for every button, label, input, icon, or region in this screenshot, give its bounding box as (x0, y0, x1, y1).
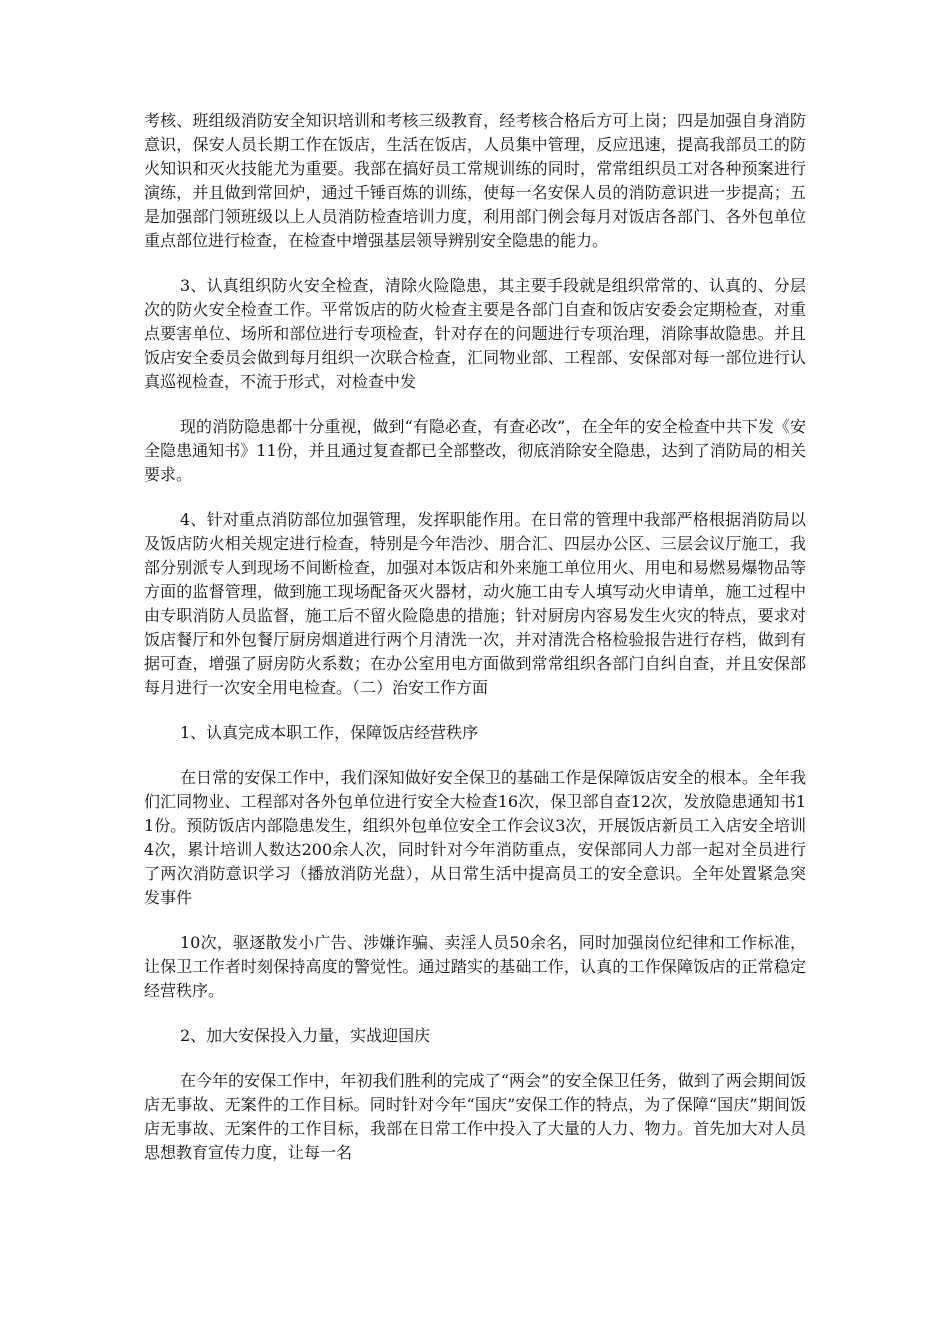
document-page (144, 109, 806, 1186)
paragraph-hazard-notices: 现的消防隐患都十分重视，做到“有隐必查，有查必改”，在全年的安全检查中共下发《安全隐患通知书》11份，并且通过复查都已全部整改，彻底消除安全隐患，达到了消防局的相关要求。 (144, 417, 806, 484)
paragraph-daily-security: 在日常的安保工作中，我们深知做好安全保卫的基础工作是保障饭店安全的根本。全年我们汇同物业、工程部对各外包单位进行安全大检查16次，保卫部自查12次，发放隐患通知书11份。预防饭店内部隐患发生，组织外包单位安全工作会议3次，开展饭店新员工入店安全培训4次，累计培训人数达200余人次，同时针对今年消防重点，安保部同人力部一起对全员进行了两次消防意识学习（播放消防光盘），从日常生活中提高员工的安全意识。全年处置紧急突发事件 (144, 768, 806, 907)
section-heading-national-day: 2、加大安保投入力量，实战迎国庆 (180, 1026, 431, 1045)
paragraph-fire-inspection: 3、认真组织防火安全检查，清除火险隐患，其主要手段就是组织常常的、认真的、分层次的防火安全检查工作。平常饭店的防火检查主要是各部门自查和饭店安委会定期检查，对重点要害单位、场所和部位进行专项检查，针对存在的问题进行专项治理，消除事故隐患。并且饭店安全委员会做到每月组织一次联合检查，汇同物业部、工程部、安保部对每一部位进行认真巡视检查，不流于形式，对检查中发 (144, 276, 806, 391)
paragraph-continued-training: 考核、班组级消防安全知识培训和考核三级教育，经考核合格后方可上岗；四是加强自身消防意识，保安人员长期工作在饭店，生活在饭店，人员集中管理，反应迅速，提高我部员工的防火知识和灭火技能尤为重要。我部在搞好员工常规训练的同时，常常组织员工对各种预案进行演练，并且做到常回炉，通过千锤百炼的训练，使每一名安保人员的消防意识进一步提高；五是加强部门领班级以上人员消防检查培训力度，利用部门例会每月对饭店各部门、各外包单位重点部位进行检查，在检查中增强基层领导辨别安全隐患的能力。 (144, 111, 806, 250)
section-heading-duties: 1、认真完成本职工作，保障饭店经营秩序 (180, 723, 479, 742)
paragraph-national-day-security: 在今年的安保工作中，年初我们胜利的完成了“两会”的安全保卫任务，做到了两会期间饭店无事故、无案件的工作目标。同时针对今年“国庆”安保工作的特点，为了保障“国庆”期间饭店无事故、无案件的工作目标，我部在日常工作中投入了大量的人力、物力。首先加大对人员思想教育宣传力度，让每一名 (144, 1071, 806, 1162)
paragraph-key-fire-areas: 4、针对重点消防部位加强管理，发挥职能作用。在日常的管理中我部严格根据消防局以及饭店防火相关规定进行检查，特别是今年浩沙、朋合汇、四层办公区、三层会议厅施工，我部分别派专人到现场不间断检查，加强对本饭店和外来施工单位用火、用电和易燃易爆物品等方面的监督管理，做到施工现场配备灭火器材，动火施工由专人填写动火申请单，施工过程中由专职消防人员监督，施工后不留火险隐患的措施；针对厨房内容易发生火灾的特点，要求对饭店餐厅和外包餐厅厨房烟道进行两个月清洗一次，并对清洗合格检验报告进行存档，做到有据可查，增强了厨房防火系数；在办公室用电方面做到常常组织各部门自纠自查，并且安保部每月进行一次安全用电检查。（二）治安工作方面 (144, 510, 806, 697)
paragraph-emergency-events: 10次，驱逐散发小广告、涉嫌诈骗、卖淫人员50余名，同时加强岗位纪律和工作标准，让保卫工作者时刻保持高度的警觉性。通过踏实的基础工作，认真的工作保障饭店的正常稳定经营秩序。 (144, 933, 806, 1000)
